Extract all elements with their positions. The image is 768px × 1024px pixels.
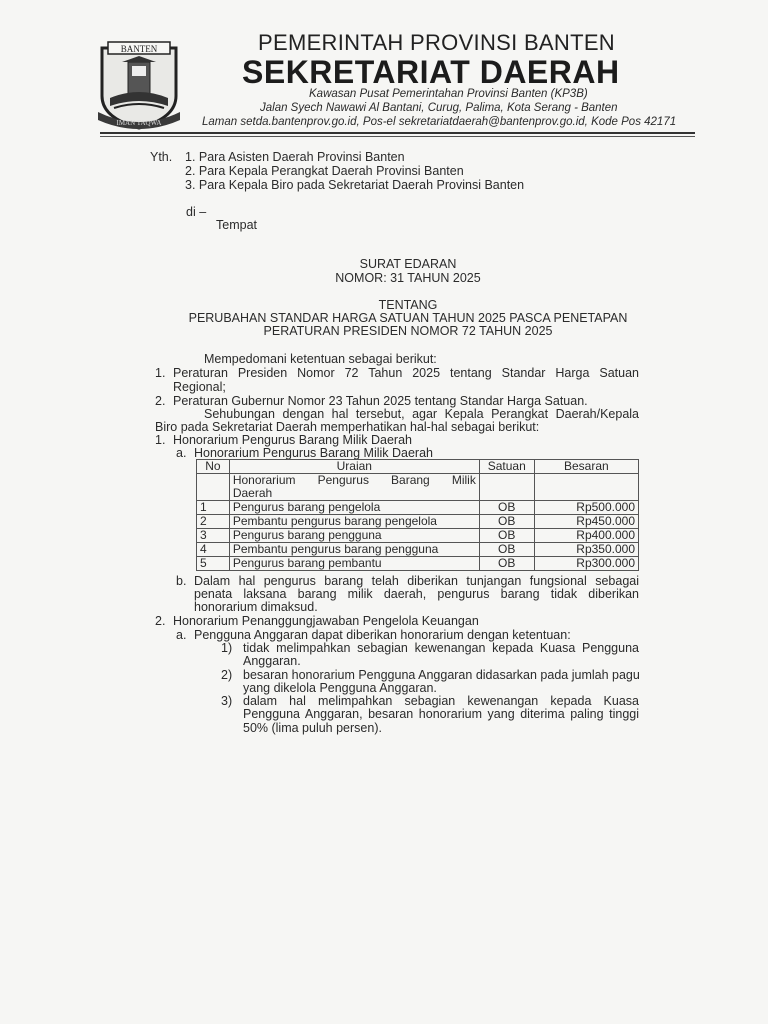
item-2-line-1: besaran honorarium Pengguna Anggaran didasarkan pada jumlah pagu (243, 668, 640, 682)
row-uraian: Pengurus barang pengelola (229, 501, 479, 515)
item-3-line-1: dalam hal melimpahkan sebagian kewenangan kepada Kuasa (243, 694, 639, 708)
svg-text:IMAN TAQWA: IMAN TAQWA (116, 119, 162, 127)
table-group-row (197, 474, 639, 501)
row-besaran: Rp400.000 (534, 529, 638, 543)
intro-text: Mempedomani ketentuan sebagai berikut: (204, 352, 437, 366)
header-satuan: Satuan (479, 460, 534, 474)
letter-subject-line-1: PERUBAHAN STANDAR HARGA SATUAN TAHUN 2025 PASCA PENETAPAN (188, 311, 628, 325)
recipient-item: 2. Para Kepala Perangkat Daerah Provinsi Banten (185, 164, 464, 178)
row-besaran: Rp300.000 (534, 557, 638, 571)
section-number: 2. (155, 614, 166, 628)
reference-1-line-2: Regional; (173, 380, 226, 394)
reference-1-line-1: Peraturan Presiden Nomor 72 Tahun 2025 tentang Standar Harga Satuan (173, 366, 639, 380)
header-besaran: Besaran (534, 460, 638, 474)
item-3-line-3: 50% (lima puluh persen). (243, 721, 382, 735)
address-line-1: Kawasan Pusat Pemerintahan Provinsi Banten (KP3B) (309, 88, 588, 100)
row-satuan: OB (479, 529, 534, 543)
reference-number: 1. (155, 366, 166, 380)
table-row (197, 557, 639, 571)
department-name: SEKRETARIAT DAERAH (242, 54, 620, 90)
header-uraian: Uraian (229, 460, 479, 474)
row-uraian: Pembantu pengurus barang pengelola (229, 515, 479, 529)
row-besaran: Rp500.000 (534, 501, 638, 515)
row-no: 4 (197, 543, 230, 557)
item-number: 2) (221, 668, 233, 682)
subsection-1b-line-2: penata laksana barang milik daerah, pengurus barang tidak diberikan (194, 587, 639, 601)
subsection-letter: a. (176, 446, 187, 460)
group-label (229, 474, 479, 501)
svg-text:BANTEN: BANTEN (120, 44, 158, 54)
recipient-label: Yth. (150, 150, 173, 164)
group-label-line-1: Honorarium Pengurus Barang Milik (232, 473, 476, 487)
reference-2: Peraturan Gubernur Nomor 23 Tahun 2025 tentang Standar Harga Satuan. (173, 394, 588, 408)
table-row (197, 529, 639, 543)
recipient-di: di – (186, 205, 207, 219)
group-label-line-2: Daerah (232, 486, 273, 500)
row-uraian: Pengurus barang pengguna (229, 529, 479, 543)
letter-number: NOMOR: 31 TAHUN 2025 (335, 271, 481, 285)
organization-name: PEMERINTAH PROVINSI BANTEN (258, 30, 615, 55)
letterhead-divider (100, 132, 695, 134)
subsection-1b-line-3: honorarium dimaksud. (194, 600, 318, 614)
item-1-line-1: tidak melimpahkan sebagian kewenangan kepada Kuasa Pengguna (243, 641, 639, 655)
section-2-heading: Honorarium Penanggungjawaban Pengelola Keuangan (173, 614, 479, 628)
letter-subject-line-2: PERATURAN PRESIDEN NOMOR 72 TAHUN 2025 (263, 324, 553, 338)
subsection-1a-heading: Honorarium Pengurus Barang Milik Daerah (194, 446, 434, 460)
row-uraian: Pembantu pengurus barang pengguna (229, 543, 479, 557)
section-number: 1. (155, 433, 166, 447)
row-no: 5 (197, 557, 230, 571)
letter-tentang: TENTANG (378, 298, 438, 312)
item-2-line-2: yang dikelola Pengguna Anggaran. (243, 681, 437, 695)
item-number: 1) (221, 641, 233, 655)
row-satuan: OB (479, 557, 534, 571)
table-row (197, 543, 639, 557)
recipient-tempat: Tempat (216, 218, 257, 232)
address-line-2: Jalan Syech Nawawi Al Bantani, Curug, Palima, Kota Serang - Banten (260, 102, 618, 114)
row-besaran: Rp350.000 (534, 543, 638, 557)
row-besaran: Rp450.000 (534, 515, 638, 529)
row-satuan: OB (479, 543, 534, 557)
recipient-item: 1. Para Asisten Daerah Provinsi Banten (185, 150, 405, 164)
subsection-1b-line-1: Dalam hal pengurus barang telah diberikan tunjangan fungsional sebagai (194, 574, 639, 588)
item-number: 3) (221, 694, 233, 708)
row-uraian: Pengurus barang pembantu (229, 557, 479, 571)
letterhead-divider-thin (100, 136, 695, 137)
row-no: 2 (197, 515, 230, 529)
row-satuan: OB (479, 515, 534, 529)
subsection-2a-text: Pengguna Anggaran dapat diberikan honorarium dengan ketentuan: (194, 628, 571, 642)
paragraph-line-2: Biro pada Sekretariat Daerah memperhatikan hal-hal sebagai berikut: (155, 420, 540, 434)
honorarium-table (196, 459, 639, 571)
item-1-line-2: Anggaran. (243, 654, 301, 668)
paragraph-line-1: Sehubungan dengan hal tersebut, agar Kepala Perangkat Daerah/Kepala (204, 407, 639, 421)
item-3-line-2: Pengguna Anggaran, besaran honorarium yang diterima paling tinggi (243, 707, 639, 721)
subsection-letter: b. (176, 574, 187, 588)
address-line-3: Laman setda.bantenprov.go.id, Pos-el sekretariatdaerah@bantenprov.go.id, Kode Pos 42171 (202, 116, 677, 128)
banten-emblem-logo (92, 36, 186, 132)
letter-type: SURAT EDARAN (359, 257, 457, 271)
reference-number: 2. (155, 394, 166, 408)
row-satuan: OB (479, 501, 534, 515)
table-row (197, 501, 639, 515)
section-1-heading: Honorarium Pengurus Barang Milik Daerah (173, 433, 413, 447)
table-row (197, 515, 639, 529)
row-no: 1 (197, 501, 230, 515)
row-no: 3 (197, 529, 230, 543)
header-no: No (197, 460, 230, 474)
table-header-row (197, 460, 639, 474)
recipient-item: 3. Para Kepala Biro pada Sekretariat Daerah Provinsi Banten (185, 178, 525, 192)
subsection-letter: a. (176, 628, 187, 642)
